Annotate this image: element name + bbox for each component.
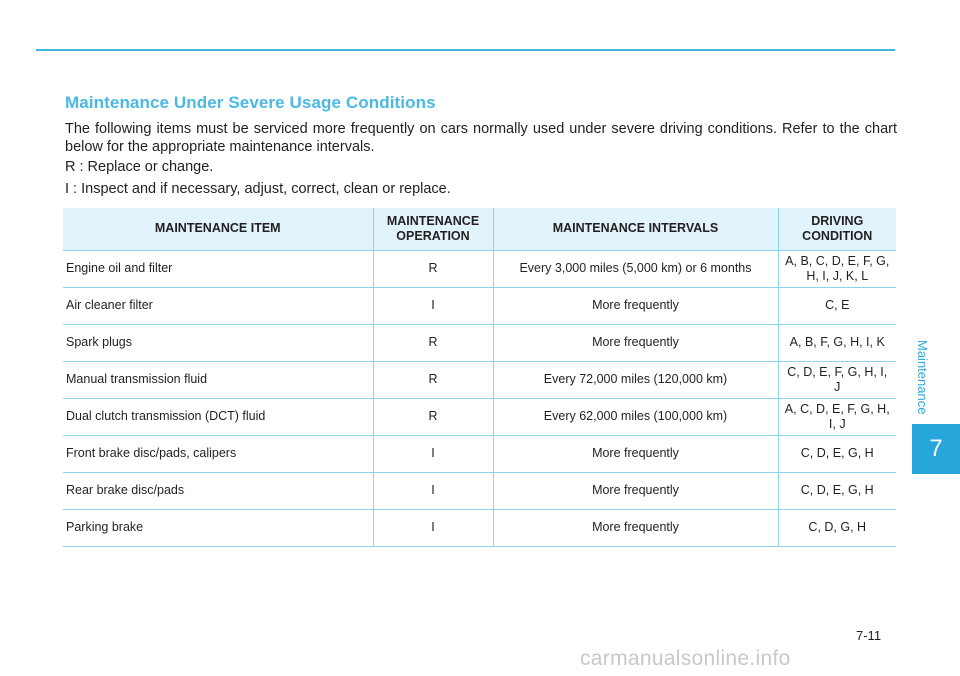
maintenance-table [63,208,896,547]
table-row [63,398,896,435]
section-title: Maintenance Under Severe Usage Conditions [65,93,436,112]
cell-interval: More frequently [493,435,778,472]
watermark: carmanualsonline.info [580,647,791,670]
legend-replace: R : Replace or change. [65,159,214,175]
cell-condition: C, D, E, F, G, H, I, J [778,361,896,398]
cell-operation: R [373,250,493,287]
header-maintenance-operation: MAINTENANCE OPERATION [373,208,493,250]
table-row [63,287,896,324]
cell-interval: Every 3,000 miles (5,000 km) or 6 months [493,250,778,287]
cell-operation: I [373,435,493,472]
cell-operation: R [373,324,493,361]
cell-item: Dual clutch transmission (DCT) fluid [63,398,373,435]
cell-item: Front brake disc/pads, calipers [63,435,373,472]
cell-interval: Every 62,000 miles (100,000 km) [493,398,778,435]
cell-condition: C, D, G, H [778,509,896,546]
cell-interval: More frequently [493,324,778,361]
cell-operation: I [373,509,493,546]
cell-interval: More frequently [493,287,778,324]
cell-condition: A, B, F, G, H, I, K [778,324,896,361]
table-row [63,472,896,509]
header-driving-condition: DRIVING CONDITION [778,208,896,250]
table-row [63,435,896,472]
table-row [63,509,896,546]
cell-interval: More frequently [493,472,778,509]
header-maintenance-item: MAINTENANCE ITEM [63,208,373,250]
cell-operation: R [373,361,493,398]
cell-condition: C, E [778,287,896,324]
cell-item: Engine oil and filter [63,250,373,287]
cell-condition: C, D, E, G, H [778,472,896,509]
legend-inspect: I : Inspect and if necessary, adjust, correct, clean or replace. [65,181,451,197]
cell-item: Air cleaner filter [63,287,373,324]
cell-item: Spark plugs [63,324,373,361]
table-header-row [63,208,896,250]
cell-condition: A, C, D, E, F, G, H, I, J [778,398,896,435]
header-maintenance-intervals: MAINTENANCE INTERVALS [493,208,778,250]
chapter-tab: 7 [912,424,960,474]
cell-item: Parking brake [63,509,373,546]
cell-operation: I [373,287,493,324]
side-chapter-label: Maintenance [915,340,930,415]
cell-condition: C, D, E, G, H [778,435,896,472]
intro-paragraph: The following items must be serviced more frequently on cars normally used under severe driving conditions. Refer to the chart below for the appropriate maintenance intervals. [65,121,897,155]
cell-interval: Every 72,000 miles (120,000 km) [493,361,778,398]
page-number: 7-11 [856,628,882,643]
cell-condition: A, B, C, D, E, F, G, H, I, J, K, L [778,250,896,287]
cell-interval: More frequently [493,509,778,546]
cell-operation: R [373,398,493,435]
table-row [63,250,896,287]
table-row [63,324,896,361]
table-row [63,361,896,398]
cell-operation: I [373,472,493,509]
top-rule [36,49,895,51]
cell-item: Rear brake disc/pads [63,472,373,509]
cell-item: Manual transmission fluid [63,361,373,398]
